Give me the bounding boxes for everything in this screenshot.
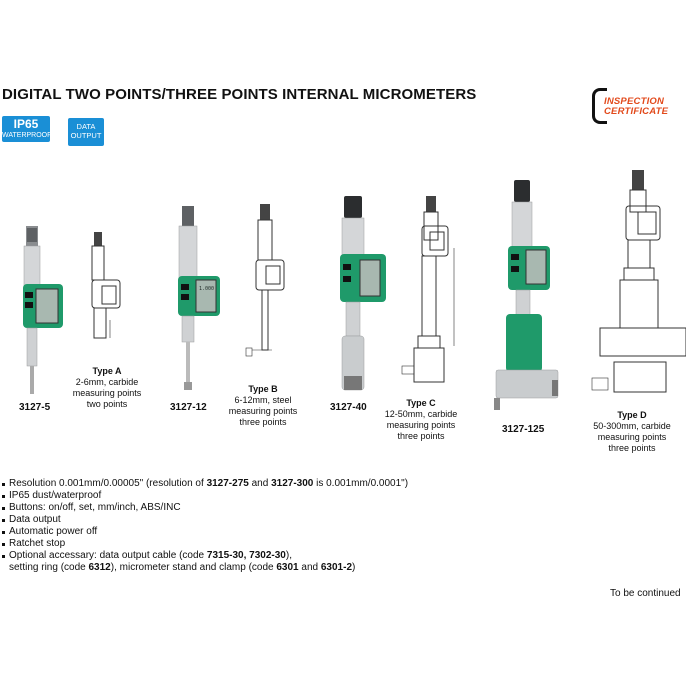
type-a-name: Type A: [92, 366, 122, 376]
type-d-name: Type D: [617, 410, 647, 420]
type-c-line3: three points: [397, 431, 445, 441]
feature-list: [2, 478, 408, 574]
type-b-name: Type B: [248, 384, 278, 394]
feature-auto-off: Automatic power off: [2, 526, 408, 538]
type-a-line2: measuring points: [72, 388, 142, 398]
type-a-diagram: [88, 232, 128, 344]
type-a-label: [62, 366, 152, 410]
display-reading: 1.000: [199, 286, 215, 292]
type-c-line1: 12-50mm, carbide: [384, 409, 458, 419]
type-b-line2: measuring points: [228, 406, 298, 416]
type-b-line1: 6-12mm, steel: [234, 395, 292, 405]
type-d-line1: 50-300mm, carbide: [593, 421, 671, 431]
micrometer-3127-125-image: [494, 180, 564, 416]
micrometer-3127-12-image: [172, 206, 228, 396]
to-be-continued: To be continued: [610, 588, 681, 599]
feature-buttons: Buttons: on/off, set, mm/inch, ABS/INC: [2, 502, 408, 514]
type-c-line2: measuring points: [386, 420, 456, 430]
type-d-label: [582, 410, 682, 454]
feature-resolution: Resolution 0.001mm/0.00005" (resolution of 3127-275 and 3127-300 is 0.001mm/0.0001"): [2, 478, 408, 490]
product-code: 3127-40: [330, 402, 367, 413]
ip65-badge: [2, 116, 50, 142]
inspection-certificate-logo: [592, 88, 684, 120]
feature-data-output: Data output: [2, 514, 408, 526]
type-d-line2: measuring points: [597, 432, 667, 442]
type-b-label: [218, 384, 308, 428]
type-b-diagram: [242, 204, 288, 364]
feature-accessory: Optional accessary: data output cable (code 7315-30, 7302-30),: [2, 550, 408, 562]
product-code: 3127-5: [19, 402, 51, 413]
type-c-name: Type C: [406, 398, 436, 408]
type-b-line3: three points: [239, 417, 287, 427]
certificate-line2: CERTIFICATE: [604, 106, 669, 117]
data-output-badge: [68, 118, 104, 146]
product-code: 3127-125: [502, 424, 545, 435]
data-output-badge-line1: DATA: [76, 122, 96, 131]
ip65-badge-sub: WATERPROOF: [2, 132, 52, 139]
feature-ip65: IP65 dust/waterproof: [2, 490, 408, 502]
product-code: 3127-12: [170, 402, 207, 413]
type-a-line1: 2-6mm, carbide: [75, 377, 139, 387]
feature-ratchet: Ratchet stop: [2, 538, 408, 550]
type-c-label: [374, 398, 468, 442]
data-output-badge-line2: OUTPUT: [70, 131, 102, 140]
micrometer-3127-40-image: [334, 196, 394, 396]
type-a-line3: two points: [86, 399, 128, 409]
type-d-line3: three points: [608, 443, 656, 453]
type-d-diagram: [590, 170, 686, 406]
certificate-line1: INSPECTION: [604, 96, 665, 107]
type-c-diagram: [400, 196, 466, 386]
feature-accessory-cont: setting ring (code 6312), micrometer stand and clamp (code 6301 and 6301-2): [9, 562, 356, 573]
ip65-badge-main: IP65: [13, 117, 39, 131]
page-title: DIGITAL TWO POINTS/THREE POINTS INTERNAL MICROMETERS: [2, 86, 477, 103]
